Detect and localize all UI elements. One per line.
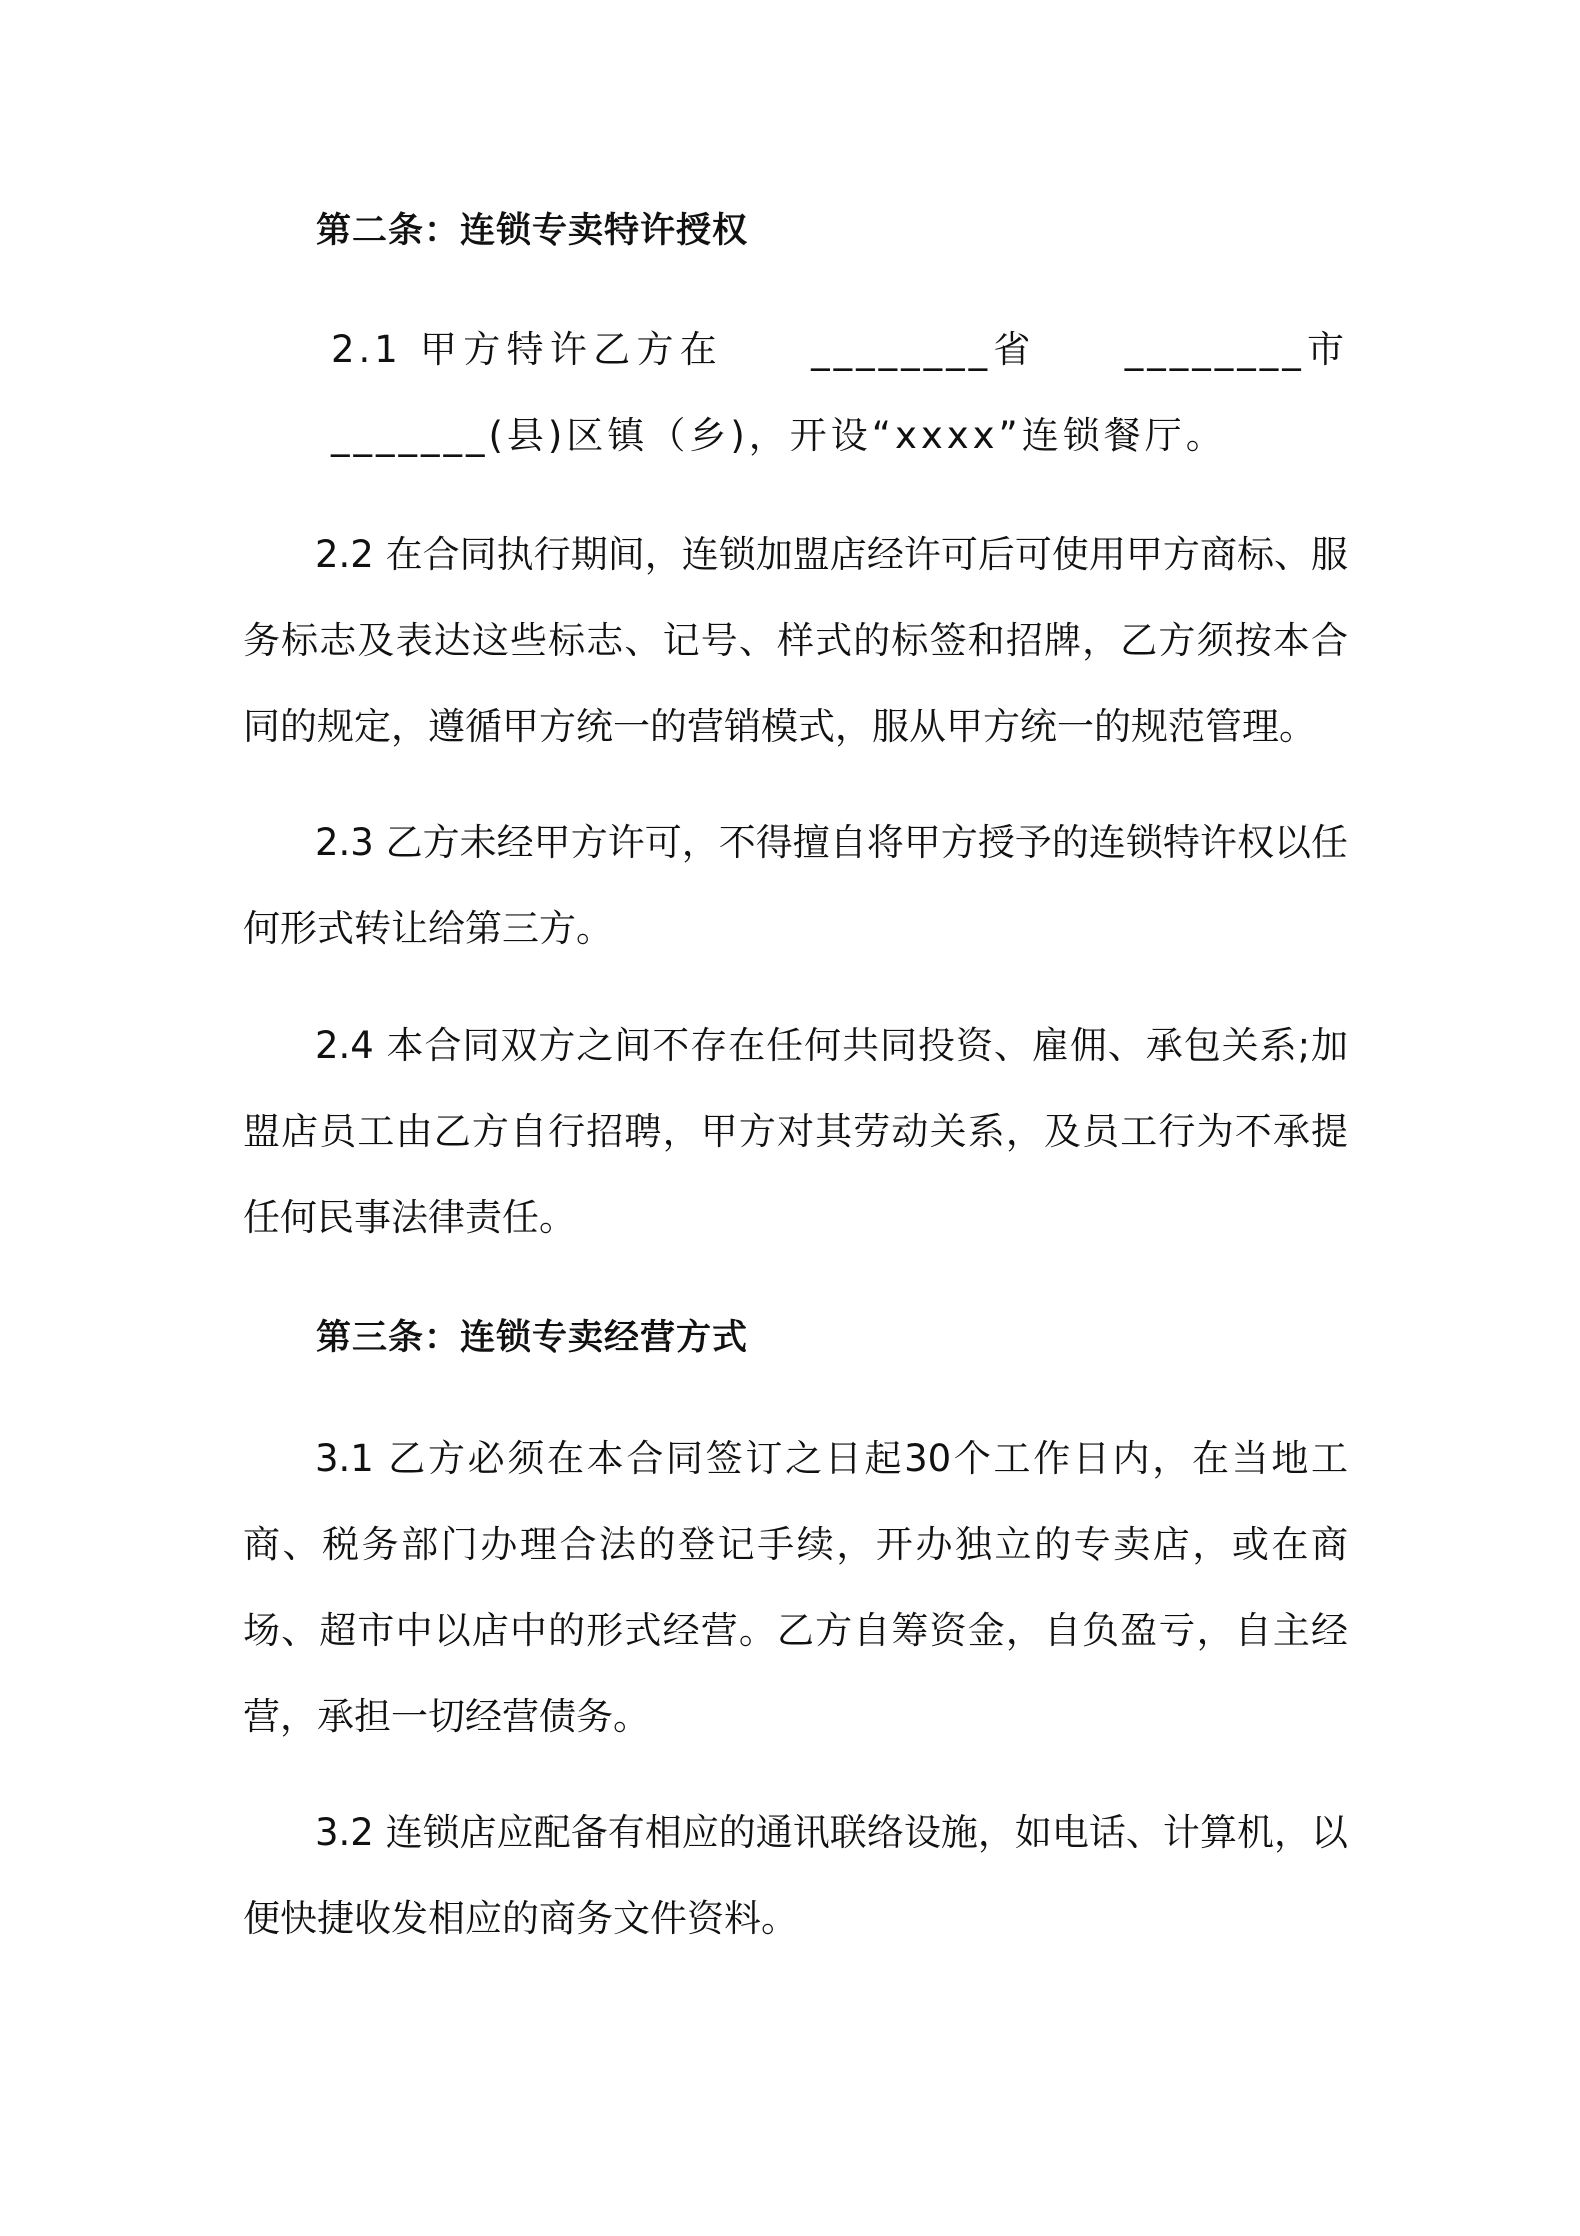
city-blank: ________ bbox=[1124, 328, 1305, 371]
clause-2-1-part2: 省 bbox=[991, 328, 1037, 371]
clause-2-4: 2.4 本合同双方之间不存在任何共同投资、雇佣、承包关系;加盟店员工由乙方自行招聘，甲方对其劳动关系，及员工行为不承提任何民事法律责任。 bbox=[243, 1024, 1348, 1239]
clause-2-2: 2.2 在合同执行期间，连锁加盟店经许可后可使用甲方商标、服务标志及表达这些标志、记号、样式的标签和招牌，乙方须按本合同的规定，遵循甲方统一的营销模式，服从甲方统一的规范管理。 bbox=[243, 533, 1348, 748]
article-3-heading: 第三条：连锁专卖经营方式 bbox=[316, 1318, 749, 1358]
clause-2-1-part3: 市 bbox=[1304, 328, 1349, 371]
province-blank: ________ bbox=[811, 328, 992, 371]
clause-2-1 bbox=[243, 307, 1348, 479]
county-blank: _______ bbox=[331, 414, 489, 457]
clause-3-2: 3.2 连锁店应配备有相应的通讯联络设施，如电话、计算机，以便快捷收发相应的商务文件资料。 bbox=[243, 1811, 1348, 1940]
clause-3-1: 3.1 乙方必须在本合同签订之日起30个工作日内，在当地工商、税务部门办理合法的登记手续，开办独立的专卖店，或在商场、超市中以店中的形式经营。乙方自筹资金，自负盈亏，自主经营，承担一切经营债务。 bbox=[243, 1437, 1348, 1738]
clause-2-1-part4: (县)区镇（乡)，开设“xxxx”连锁餐厅。 bbox=[488, 414, 1227, 457]
article-2-heading: 第二条：连锁专卖特许授权 bbox=[316, 211, 749, 251]
clause-2-1-part1: 2.1 甲方特许乙方在 bbox=[331, 328, 724, 371]
clause-2-3: 2.3 乙方未经甲方许可，不得擅自将甲方授予的连锁特许权以任何形式转让给第三方。 bbox=[243, 821, 1348, 950]
